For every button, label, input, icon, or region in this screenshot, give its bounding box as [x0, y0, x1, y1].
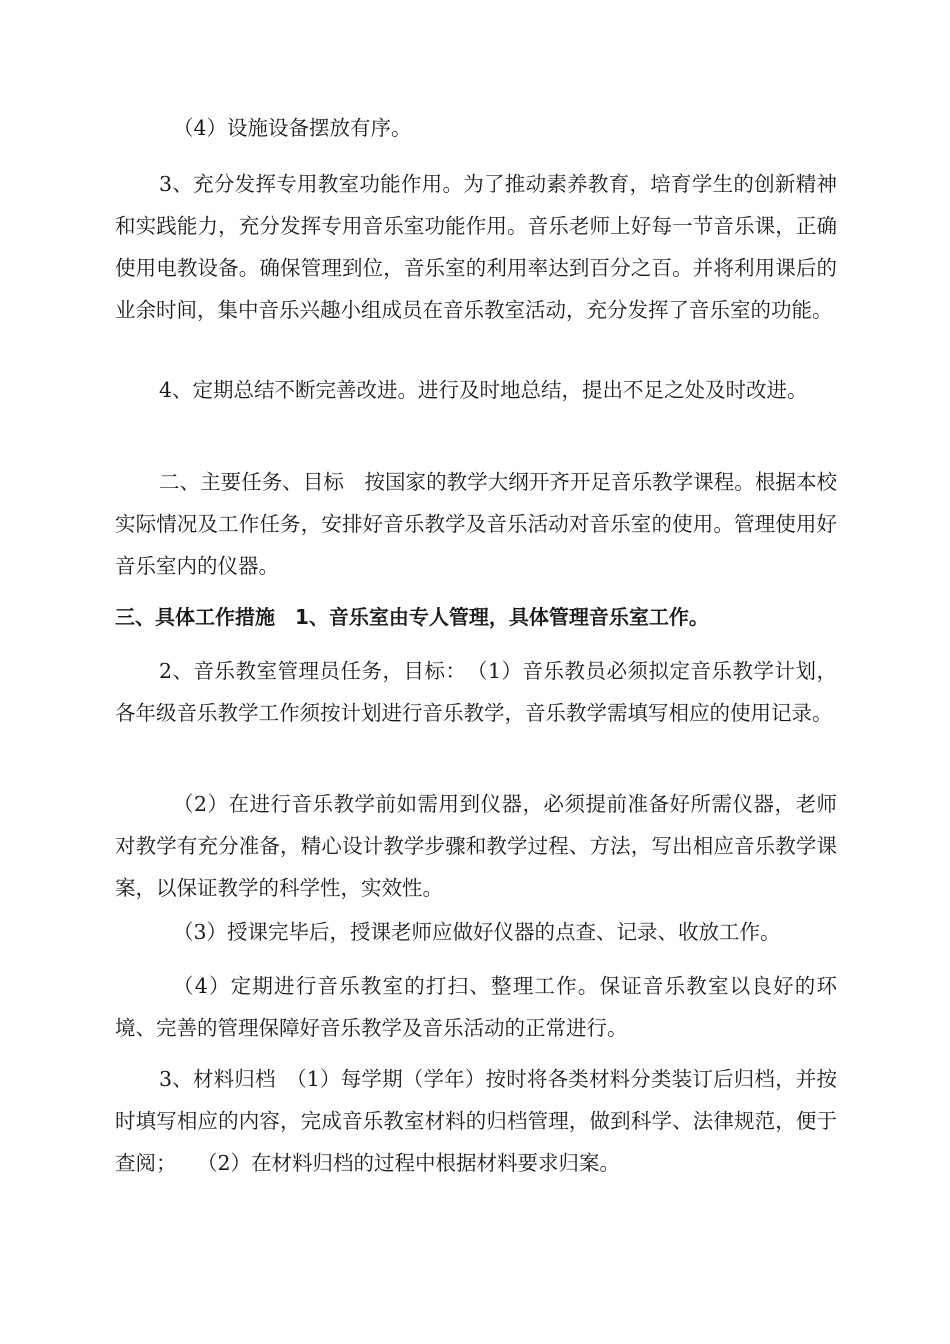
- paragraph-main-tasks: 二、主要任务、目标 按国家的教学大纲开齐开足音乐教学课程。根据本校实际情况及工作任务，安排好音乐教学及音乐活动对音乐室的使用。管理使用好音乐室内的仪器。: [115, 470, 837, 578]
- paragraph-periodic-summary: 4、定期总结不断完善改进。进行及时地总结，提出不足之处及时改进。: [159, 378, 808, 402]
- paragraph-preparation: （2）在进行音乐教学前如需用到仪器，必须提前准备好所需仪器，老师对教学有充分准备，精心设计教学步骤和教学过程、方法，写出相应音乐教学课案，以保证教学的科学性，实效性。: [115, 792, 837, 900]
- heading-specific-measures: 三、具体工作措施 1、音乐室由专人管理，具体管理音乐室工作。: [115, 605, 709, 629]
- paragraph-cleaning: （4）定期进行音乐教室的打扫、整理工作。保证音乐教室以良好的环境、完善的管理保障好音乐教学及音乐活动的正常进行。: [115, 974, 837, 1040]
- paragraph-classroom-function: 3、充分发挥专用教室功能作用。为了推动素养教育，培育学生的创新精神和实践能力，充分发挥专用音乐室功能作用。音乐老师上好每一节音乐课，正确使用电教设备。确保管理到位，音乐室的利用率达到百分之百。并将利用课后的业余时间，集中音乐兴趣小组成员在音乐教室活动，充分发挥了音乐室的功能。: [115, 172, 837, 322]
- paragraph-admin-tasks: 2、音乐教室管理员任务，目标： （1）音乐教员必须拟定音乐教学计划，各年级音乐教学工作须按计划进行音乐教学，音乐教学需填写相应的使用记录。: [115, 659, 837, 725]
- paragraph-facilities-order: （4）设施设备摆放有序。: [173, 116, 412, 140]
- paragraph-archiving: 3、材料归档 （1）每学期（学年）按时将各类材料分类装订后归档，并按时填写相应的内容，完成音乐教室材料的归档管理，做到科学、法律规范，便于查阅； （2）在材料归档的过程中根据材料要求归案。: [115, 1067, 837, 1175]
- paragraph-after-class: （3）授课完毕后，授课老师应做好仪器的点查、记录、收放工作。: [173, 920, 781, 944]
